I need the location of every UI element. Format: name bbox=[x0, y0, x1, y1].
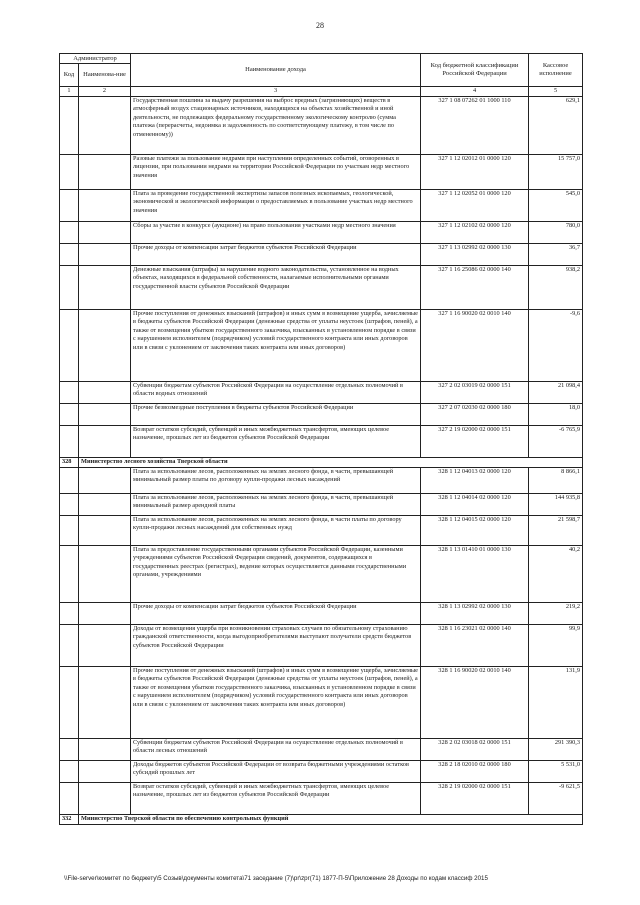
empty-name-cell bbox=[79, 624, 131, 666]
cash-amount: 99,9 bbox=[529, 624, 583, 666]
column-number: 5 bbox=[529, 87, 583, 97]
kbk-code: 327 1 12 02102 02 0000 120 bbox=[421, 221, 529, 243]
table-row bbox=[60, 96, 583, 154]
section-row bbox=[60, 457, 583, 467]
empty-name-cell bbox=[79, 545, 131, 602]
cash-amount: 36,7 bbox=[529, 243, 583, 265]
table-row bbox=[60, 381, 583, 403]
administrator-code: 332 bbox=[60, 814, 79, 824]
empty-name-cell bbox=[79, 425, 131, 457]
empty-code-cell bbox=[60, 782, 79, 814]
table-row bbox=[60, 515, 583, 545]
revenue-name: Плата за использование лесов, расположенных на землях лесного фонда, в части, превышающей минимальный размер арендной платы bbox=[131, 493, 421, 515]
kbk-code: 327 1 16 25086 02 0000 140 bbox=[421, 265, 529, 309]
empty-name-cell bbox=[79, 154, 131, 189]
empty-name-cell bbox=[79, 221, 131, 243]
cash-amount: 8 866,1 bbox=[529, 467, 583, 493]
revenue-name: Плата за использование лесов, расположенных на землях лесного фонда, в части, превышающей минимальный размер платы по договору купли-продажи лесных насаждений bbox=[131, 467, 421, 493]
cash-amount: 629,1 bbox=[529, 96, 583, 154]
table-row bbox=[60, 760, 583, 782]
kbk-code: 328 2 18 02010 02 0000 180 bbox=[421, 760, 529, 782]
table-row bbox=[60, 265, 583, 309]
empty-name-cell bbox=[79, 189, 131, 221]
table-body bbox=[60, 96, 583, 824]
cash-amount: -9 621,5 bbox=[529, 782, 583, 814]
table-row bbox=[60, 624, 583, 666]
empty-code-cell bbox=[60, 467, 79, 493]
kbk-code: 327 1 12 02012 01 0000 120 bbox=[421, 154, 529, 189]
header-cash-execution: Кассовое исполнение bbox=[529, 54, 583, 87]
kbk-code: 328 1 12 04013 02 0000 120 bbox=[421, 467, 529, 493]
empty-code-cell bbox=[60, 154, 79, 189]
kbk-code: 327 2 02 03019 02 0000 151 bbox=[421, 381, 529, 403]
cash-amount: 144 935,8 bbox=[529, 493, 583, 515]
empty-code-cell bbox=[60, 602, 79, 624]
header-administrator: Администратор bbox=[60, 54, 131, 64]
table-row bbox=[60, 154, 583, 189]
cash-amount: 938,2 bbox=[529, 265, 583, 309]
column-number: 4 bbox=[421, 87, 529, 97]
kbk-code: 328 1 16 90020 02 0010 140 bbox=[421, 666, 529, 738]
empty-code-cell bbox=[60, 221, 79, 243]
empty-name-cell bbox=[79, 602, 131, 624]
empty-code-cell bbox=[60, 760, 79, 782]
empty-name-cell bbox=[79, 96, 131, 154]
kbk-code: 328 1 16 23021 02 0000 140 bbox=[421, 624, 529, 666]
empty-code-cell bbox=[60, 381, 79, 403]
cash-amount: 545,0 bbox=[529, 189, 583, 221]
revenue-name: Плата за предоставление государственными органами субъектов Российской Федерации, казенными учреждениями субъектов Российской Федерации сведений, документов, содержащихся в государственных реестрах (регистрах), ведение которых осуществляется данными государственными органами, учреждениями bbox=[131, 545, 421, 602]
column-number-row bbox=[60, 87, 583, 97]
kbk-code: 327 1 12 02052 01 0000 120 bbox=[421, 189, 529, 221]
table-row bbox=[60, 782, 583, 814]
empty-name-cell bbox=[79, 493, 131, 515]
table-row bbox=[60, 738, 583, 760]
cash-amount: -9,6 bbox=[529, 309, 583, 381]
empty-name-cell bbox=[79, 309, 131, 381]
empty-code-cell bbox=[60, 265, 79, 309]
kbk-code: 328 1 12 04015 02 0000 120 bbox=[421, 515, 529, 545]
empty-name-cell bbox=[79, 782, 131, 814]
revenue-name: Прочие поступления от денежных взысканий (штрафов) и иных сумм в возмещение ущерба, зачисляемые в бюджеты субъектов Российской Федерации (денежные средства от уплаты неустоек (штрафов, пеней), а также от возмещения убытков государственного заказчика, взысканных в установленном порядке в связи с нарушением исполнителем (подрядчиком) условий государственного контракта или иных договоров или в связи с уклонением от заключения таких контракта или иных договоров) bbox=[131, 666, 421, 738]
kbk-code: 327 2 19 02000 02 0000 151 bbox=[421, 425, 529, 457]
kbk-code: 328 1 12 04014 02 0000 120 bbox=[421, 493, 529, 515]
kbk-code: 327 1 13 02992 02 0000 130 bbox=[421, 243, 529, 265]
revenue-name: Прочие безвозмездные поступления в бюджеты субъектов Российской Федерации bbox=[131, 403, 421, 425]
revenue-table bbox=[59, 53, 583, 825]
empty-name-cell bbox=[79, 403, 131, 425]
revenue-name: Прочие доходы от компенсации затрат бюджетов субъектов Российской Федерации bbox=[131, 602, 421, 624]
empty-name-cell bbox=[79, 467, 131, 493]
header-revenue-name: Наименование дохода bbox=[131, 54, 421, 87]
cash-amount: 40,2 bbox=[529, 545, 583, 602]
table-row bbox=[60, 602, 583, 624]
cash-amount: 15 757,0 bbox=[529, 154, 583, 189]
empty-code-cell bbox=[60, 425, 79, 457]
file-path-footer: \\File-server\комитет по бюджету\5 Созыв\документы комитета\71 заседание (7)\pr\zpr(71) 1877-П-5\Приложение 28 Доходы по кодам классиф 2015 bbox=[64, 875, 488, 882]
cash-amount: -6 765,9 bbox=[529, 425, 583, 457]
cash-amount: 780,0 bbox=[529, 221, 583, 243]
empty-name-cell bbox=[79, 515, 131, 545]
table-row bbox=[60, 189, 583, 221]
revenue-name: Сборы за участие в конкурсе (аукционе) на право пользования участками недр местного значения bbox=[131, 221, 421, 243]
revenue-name: Субвенции бюджетам субъектов Российской Федерации на осуществление отдельных полномочий в области водных отношений bbox=[131, 381, 421, 403]
table-row bbox=[60, 467, 583, 493]
empty-code-cell bbox=[60, 493, 79, 515]
revenue-name: Плата за использование лесов, расположенных на землях лесного фонда, в части платы по договору купли-продажи лесных насаждений для собственных нужд bbox=[131, 515, 421, 545]
header-name: Наименова-ние bbox=[79, 64, 131, 87]
empty-code-cell bbox=[60, 243, 79, 265]
kbk-code: 327 1 16 90020 02 0010 140 bbox=[421, 309, 529, 381]
page-number: 28 bbox=[316, 21, 324, 30]
revenue-name: Разовые платежи за пользование недрами при наступлении определенных событий, оговоренных в лицензии, при пользовании недрами на территории Российской Федерации по участкам недр местного значения bbox=[131, 154, 421, 189]
empty-name-cell bbox=[79, 381, 131, 403]
revenue-name: Денежные взыскания (штрафы) за нарушение водного законодательства, установленное на водных объектах, находящихся в федеральной собственности, налагаемые исполнительными органами государственной власти субъектов Российской Федерации bbox=[131, 265, 421, 309]
empty-code-cell bbox=[60, 309, 79, 381]
header-code: Код bbox=[60, 64, 79, 87]
revenue-name: Доходы бюджетов субъектов Российской Федерации от возврата бюджетными учреждениями остатков субсидий прошлых лет bbox=[131, 760, 421, 782]
empty-name-cell bbox=[79, 738, 131, 760]
revenue-name: Возврат остатков субсидий, субвенций и иных межбюджетных трансфертов, имеющих целевое назначение, прошлых лет из бюджетов субъектов Российской Федерации bbox=[131, 782, 421, 814]
column-number: 2 bbox=[79, 87, 131, 97]
kbk-code: 328 2 19 02000 02 0000 151 bbox=[421, 782, 529, 814]
cash-amount: 131,9 bbox=[529, 666, 583, 738]
table-row bbox=[60, 221, 583, 243]
cash-amount: 5 531,0 bbox=[529, 760, 583, 782]
kbk-code: 328 2 02 03018 02 0000 151 bbox=[421, 738, 529, 760]
kbk-code: 328 1 13 02992 02 0000 130 bbox=[421, 602, 529, 624]
cash-amount: 291 390,3 bbox=[529, 738, 583, 760]
section-row bbox=[60, 814, 583, 824]
table-row bbox=[60, 666, 583, 738]
revenue-name: Прочие доходы от компенсации затрат бюджетов субъектов Российской Федерации bbox=[131, 243, 421, 265]
kbk-code: 327 2 07 02030 02 0000 180 bbox=[421, 403, 529, 425]
table-row bbox=[60, 545, 583, 602]
cash-amount: 21 598,7 bbox=[529, 515, 583, 545]
table-row bbox=[60, 309, 583, 381]
table-row bbox=[60, 243, 583, 265]
administrator-name: Министерство лесного хозяйства Тверской области bbox=[79, 457, 583, 467]
column-number: 1 bbox=[60, 87, 79, 97]
empty-code-cell bbox=[60, 96, 79, 154]
administrator-name: Министерство Тверской области по обеспечению контрольных функций bbox=[79, 814, 583, 824]
revenue-name: Доходы от возмещения ущерба при возникновении страховых случаев по обязательному страхованию гражданской ответственности, когда выгодоприобретателями выступают получатели средств бюджетов субъектов Российской Федерации bbox=[131, 624, 421, 666]
empty-code-cell bbox=[60, 738, 79, 760]
revenue-name: Прочие поступления от денежных взысканий (штрафов) и иных сумм в возмещение ущерба, зачисляемые в бюджеты субъектов Российской Федерации (денежные средства от уплаты неустоек (штрафов, пеней), а также от возмещения убытков государственного заказчика, взысканных в установленном порядке в связи с нарушением исполнителем (подрядчиком) условий государственного контракта или иных договоров или в связи с уклонением от заключения таких контракта или иных договоров) bbox=[131, 309, 421, 381]
empty-code-cell bbox=[60, 403, 79, 425]
kbk-code: 328 1 13 01410 01 0000 130 bbox=[421, 545, 529, 602]
empty-name-cell bbox=[79, 666, 131, 738]
revenue-name: Субвенции бюджетам субъектов Российской Федерации на осуществление отдельных полномочий в области лесных отношений bbox=[131, 738, 421, 760]
revenue-name: Плата за проведение государственной экспертизы запасов полезных ископаемых, геологической, экономической и экологической информации о предоставляемых в пользование участках недр местного значения bbox=[131, 189, 421, 221]
table-header bbox=[60, 54, 583, 97]
cash-amount: 18,0 bbox=[529, 403, 583, 425]
empty-name-cell bbox=[79, 760, 131, 782]
header-kbk: Код бюджетной классификации Российской Федерации bbox=[421, 54, 529, 87]
cash-amount: 21 098,4 bbox=[529, 381, 583, 403]
administrator-code: 328 bbox=[60, 457, 79, 467]
cash-amount: 219,2 bbox=[529, 602, 583, 624]
empty-code-cell bbox=[60, 189, 79, 221]
empty-name-cell bbox=[79, 265, 131, 309]
empty-name-cell bbox=[79, 243, 131, 265]
empty-code-cell bbox=[60, 666, 79, 738]
empty-code-cell bbox=[60, 624, 79, 666]
column-number: 3 bbox=[131, 87, 421, 97]
kbk-code: 327 1 08 07262 01 1000 110 bbox=[421, 96, 529, 154]
empty-code-cell bbox=[60, 545, 79, 602]
table-row bbox=[60, 403, 583, 425]
table-row bbox=[60, 493, 583, 515]
revenue-name: Государственная пошлина за выдачу разрешения на выброс вредных (загрязняющих) веществ в атмосферный воздух стационарных источников, находящихся на объектах хозяйственной и иной деятельности, не подлежащих федеральному государственному экологическому контролю (сумма платежа (перерасчеты, недоимка и задолженность по соответствующему платежу, в том числе по отмененному)) bbox=[131, 96, 421, 154]
empty-code-cell bbox=[60, 515, 79, 545]
table-row bbox=[60, 425, 583, 457]
revenue-name: Возврат остатков субсидий, субвенций и иных межбюджетных трансфертов, имеющих целевое назначение, прошлых лет из бюджетов субъектов Российской Федерации bbox=[131, 425, 421, 457]
